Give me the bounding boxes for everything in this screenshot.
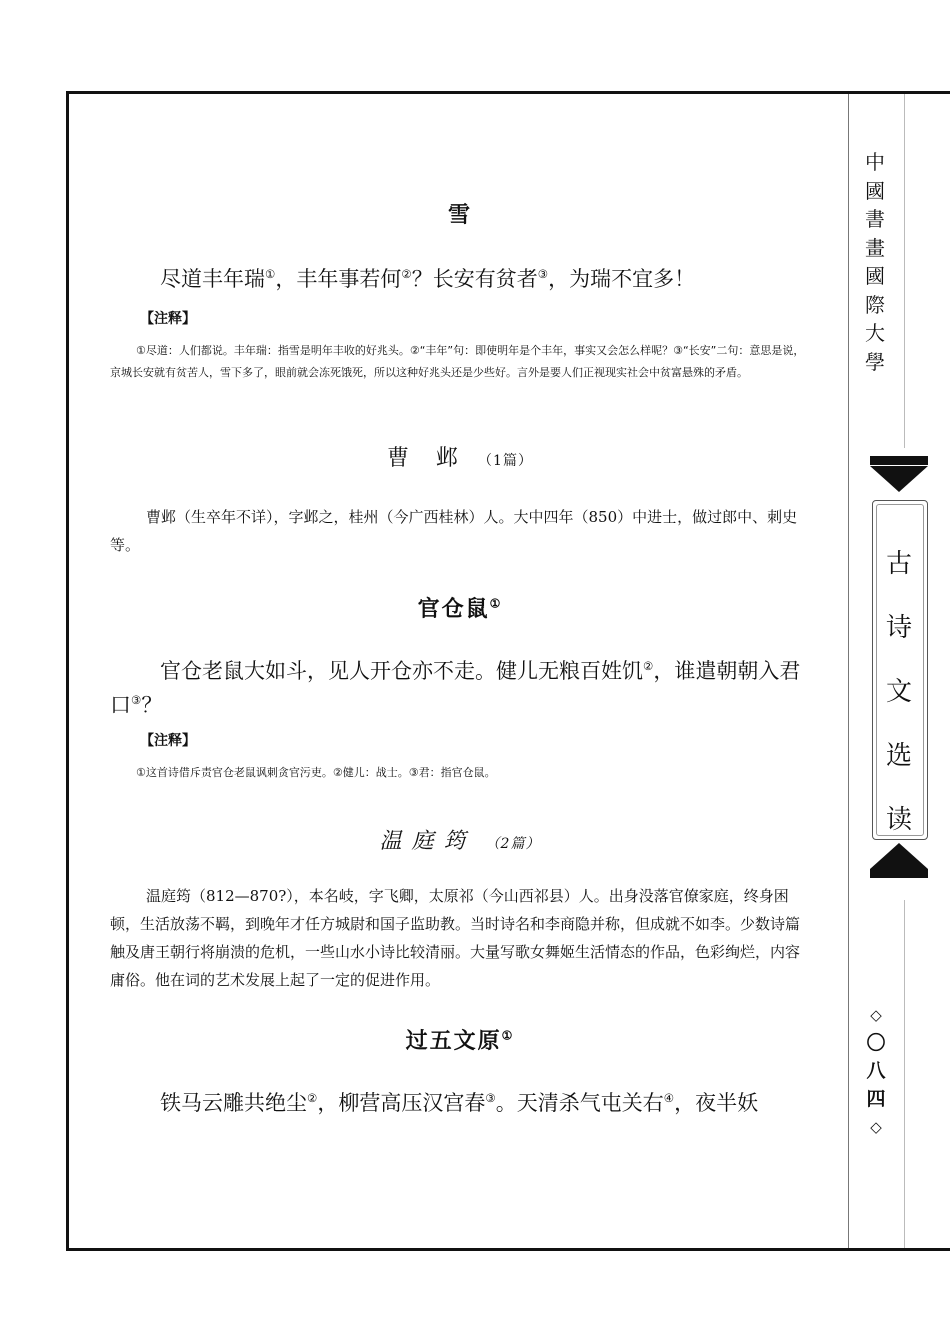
poem-title-guan-cang-shu: 官仓鼠① bbox=[417, 596, 503, 622]
page-number-vertical: ◇ 〇 八 四 ◇ bbox=[866, 1006, 886, 1136]
title-cartouche-top-bar bbox=[870, 456, 928, 465]
poem-title-guo-wu-wen-yuan: 过五文原① bbox=[405, 1028, 515, 1054]
sidebar-divider bbox=[848, 94, 849, 1248]
note-xue: ①尽道：人们都说。丰年瑞：指雪是明年丰收的好兆头。②“丰年”句：即使明年是个丰年，事实又会怎么样呢？③“长安”二句：意思是说，京城长安就有贫苦人，雪下多了，眼前就会冻死饿死，所以这种好兆头还是少些好。言外是要人们正视现实社会中贫富悬殊的矛盾。 bbox=[110, 344, 805, 379]
frame-top-border bbox=[66, 91, 950, 94]
sidebar-rule-bottom bbox=[904, 900, 905, 1248]
frame-bottom-border bbox=[66, 1248, 950, 1251]
author-heading-wen-ting-yun: 温庭筠 （2篇） bbox=[379, 829, 541, 854]
poem-guo-wu-wen-yuan: 铁马云雕共绝尘②，柳营高压汉宫春③。天清杀气屯关右④，夜半妖 bbox=[160, 1091, 759, 1115]
book-title-vertical: 古 诗 文 选 读 bbox=[885, 549, 912, 835]
title-cartouche-bottom-ornament bbox=[870, 843, 928, 869]
school-name-vertical: 中 國 書 畫 國 際 大 學 bbox=[865, 150, 885, 374]
note-heading: 【注释】 bbox=[140, 311, 196, 327]
author-bio-cao-ye: 曹邺（生卒年不详），字邺之，桂州（今广西桂林）人。大中四年（850）中进士，做过郎中、刺史等。 bbox=[110, 508, 798, 554]
author-bio-wen-ting-yun: 温庭筠（812—870?），本名岐，字飞卿，太原祁（今山西祁县）人。出身没落官僚家庭，终身困顿，生活放荡不羁，到晚年才任方城尉和国子监助教。当时诗名和李商隐并称，但成就不如李。少数诗篇触及唐王朝行将崩溃的危机，一些山水小诗比较清丽。大量写歌女舞姬生活情态的作品，色彩绚烂，内容庸俗。他在词的艺术发展上起了一定的促进作用。 bbox=[110, 887, 801, 989]
frame-left-border bbox=[66, 91, 69, 1251]
sidebar-rule-top bbox=[904, 94, 905, 448]
author-heading-cao-ye: 曹 邺 （1篇） bbox=[387, 446, 533, 471]
poem-guan-cang-shu: 官仓老鼠大如斗，见人开仓亦不走。健儿无粮百姓饥②，谁遣朝朝入君口③？ bbox=[110, 659, 801, 717]
title-cartouche-top-ornament bbox=[870, 466, 928, 492]
note-heading: 【注释】 bbox=[140, 733, 196, 749]
poem-xue: 尽道丰年瑞①，丰年事若何②？长安有贫者③，为瑞不宜多！ bbox=[160, 267, 696, 291]
note-guan-cang-shu: ①这首诗借斥责官仓老鼠讽刺贪官污吏。②健儿：战士。③君：指官仓鼠。 bbox=[136, 766, 496, 779]
title-cartouche-bottom-bar bbox=[870, 869, 928, 878]
poem-title-xue: 雪 bbox=[447, 202, 472, 228]
